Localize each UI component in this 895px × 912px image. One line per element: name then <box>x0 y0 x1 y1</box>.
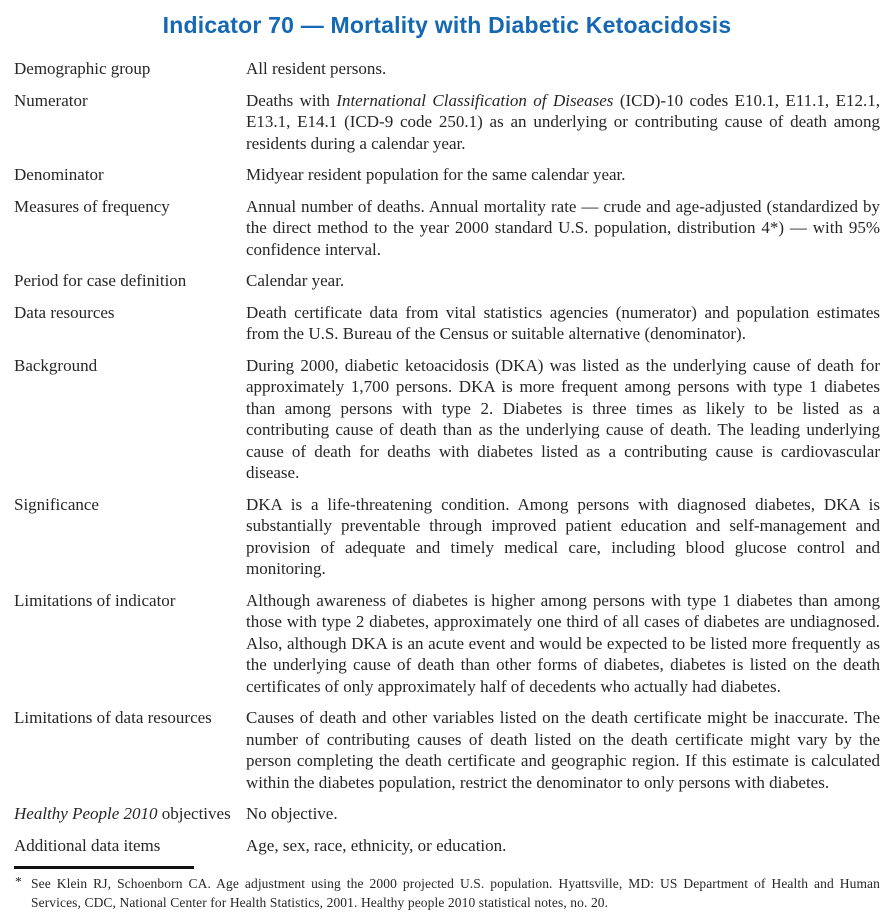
footnote-marker: * <box>15 874 22 889</box>
value-limitations-of-indicator: Although awareness of diabetes is higher among persons with type 1 diabetes than among those with type 2 diabetes, approximately one third of all cases of diabetes are undiagnosed. Also, although DKA is an acute event and would be expected to be listed more frequently as the underlying cause of death than other forms of diabetes, diabetes is listed on the death certificates of only approximately half of decedents who actually had diabetes. <box>246 590 880 696</box>
value-background: During 2000, diabetic ketoacidosis (DKA) was listed as the underlying cause of death for approximately 1,700 persons. DKA is more frequent among persons with type 1 diabetes than among persons with type 2. Diabetes is three times as likely to be listed as a contributing cause of death than as the underlying cause of death. The leading underlying cause of death for deaths with diabetes listed as a contributing cause is cardiovascular disease. <box>246 355 880 482</box>
row-significance <box>14 494 880 580</box>
label-limitations-of-data-resources: Limitations of data resources <box>14 708 212 727</box>
value-data-resources: Death certificate data from vital statistics agencies (numerator) and population estimates from the U.S. Bureau of the Census or suitable alternative (denominator). <box>246 302 880 343</box>
value-limitations-of-data-resources: Causes of death and other variables listed on the death certificate might be inaccurate. The number of contributing causes of death listed on the death certificate might vary by the person completing the death certificate and geographic region. If this estimate is calculated within the diabetes population, restrict the denominator to only persons with diabetes. <box>246 708 880 792</box>
numerator-text-italic: International Classification of Diseases <box>336 90 614 110</box>
row-healthy-people-2010-objectives <box>14 803 880 825</box>
value-significance: DKA is a life-threatening condition. Among persons with diagnosed diabetes, DKA is substantially preventable through improved patient education and self-management and provision of adequate and timely medical care, including blood glucose control and monitoring. <box>246 494 880 578</box>
label-numerator: Numerator <box>14 90 88 110</box>
label-data-resources: Data resources <box>14 302 115 322</box>
row-measures-of-frequency <box>14 196 880 261</box>
label-healthy-people-2010-objectives <box>14 803 246 825</box>
numerator-text-post: (ICD)-10 codes E10.1, E11.1, E12.1, E13.1, E14.1 (ICD-9 code 250.1) as an underlying or contributing cause of death among residents during a calendar year. <box>246 90 880 153</box>
footnote <box>14 874 880 912</box>
value-numerator <box>246 90 880 155</box>
label-measures-of-frequency: Measures of frequency <box>14 196 170 216</box>
definition-list <box>14 58 880 856</box>
row-background <box>14 355 880 484</box>
row-data-resources <box>14 302 880 345</box>
value-additional-data-items: Age, sex, race, ethnicity, or education. <box>246 835 507 855</box>
page-title: Indicator 70 — Mortality with Diabetic Ketoacidosis <box>162 12 732 38</box>
label-period-for-case-definition: Period for case definition <box>14 271 187 290</box>
value-healthy-people-2010-objectives: No objective. <box>246 804 338 823</box>
row-limitations-of-indicator <box>14 590 880 698</box>
row-limitations-of-data-resources <box>14 707 880 793</box>
value-demographic-group: All resident persons. <box>246 59 387 78</box>
label-demographic-group: Demographic group <box>14 59 151 78</box>
value-measures-of-frequency: Annual number of deaths. Annual mortality rate — crude and age-adjusted (standardized by the direct method to the year 2000 standard U.S. population, distribution 4*) — with 95% confidence interval. <box>246 196 880 259</box>
footnote-text: See Klein RJ, Schoenborn CA. Age adjustment using the 2000 projected U.S. population. Hyattsville, MD: US Department of Health and Human Services, CDC, National Center for Health Statistics, 2001. Healthy people 2010 statistical notes, no. 20. <box>31 876 880 910</box>
label-significance: Significance <box>14 494 99 514</box>
row-period-for-case-definition <box>14 270 880 292</box>
footnote-rule <box>14 866 194 869</box>
value-period-for-case-definition: Calendar year. <box>246 271 345 290</box>
value-denominator: Midyear resident population for the same calendar year. <box>246 165 626 184</box>
label-additional-data-items: Additional data items <box>14 835 161 855</box>
row-numerator <box>14 90 880 155</box>
row-demographic-group <box>14 58 880 80</box>
healthy-people-2010-italic: Healthy People 2010 <box>14 804 158 823</box>
row-additional-data-items <box>14 835 880 857</box>
label-background: Background <box>14 355 98 375</box>
label-limitations-of-indicator: Limitations of indicator <box>14 590 176 610</box>
label-denominator: Denominator <box>14 165 104 184</box>
objectives-label-rest: objectives <box>157 804 231 823</box>
row-denominator <box>14 164 880 186</box>
numerator-text-pre: Deaths with <box>246 90 337 110</box>
